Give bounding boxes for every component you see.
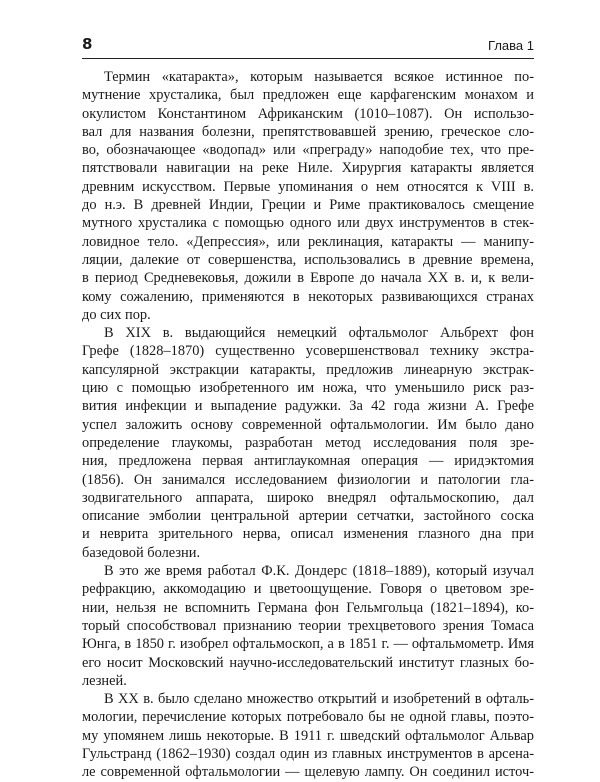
text-line: его носит Московский научно-исследовательский институт глазных бо- — [82, 654, 534, 671]
text-line: ния, предложена первая антиглаукомная операция — иридэктомия — [82, 453, 534, 470]
text-line: (1856). Он занимался исследованием физиологии и патологии гла- — [82, 471, 534, 488]
text-line: Термин «катаракта», которым называется всякое истинное по- — [104, 69, 534, 85]
paragraph — [82, 690, 534, 781]
text-line: до н.э. В древней Индии, Греции и Риме практиковалось смещение — [82, 197, 534, 214]
text-line: вития инфекции и выпадение радужки. За 42 года жизни А. Грефе — [82, 398, 534, 415]
text-line: успел заложить основу современной офтальмологии. Им было дано — [82, 416, 534, 433]
text-line: окулистом Константином Африканским (1010–1087). Он использо- — [82, 105, 534, 122]
text-line: описание эмболии центральной артерии сетчатки, застойного соска — [82, 508, 534, 525]
text-line: до сих пор. — [82, 306, 151, 323]
text-line: лезней. — [82, 672, 127, 689]
chapter-title: Глава 1 — [488, 38, 534, 53]
text-line: В XX в. было сделано множество открытий и изобретений в офталь- — [104, 691, 534, 708]
text-line: древним искусством. Первые упоминания о нем относятся к VIII в. — [82, 178, 534, 195]
paragraph — [82, 562, 534, 690]
text-line: в период Средневековья, дожили в Европе до начала XX в. и, к вели- — [82, 270, 534, 287]
text-line: во, обозначающее «водопад» или «преграду» наподобие тех, что пре- — [82, 142, 534, 159]
text-line: В это же время работал Ф.К. Дондерс (1818–1889), который изучал — [104, 563, 534, 580]
text-line: определение глаукомы, разработан метод исследования поля зре- — [82, 434, 534, 451]
text-line: мологии, перечисление которых потребовало бы не одной главы, поэто- — [82, 709, 534, 726]
text-line: му упомянем лишь некоторые. В 1911 г. шведский офтальмолог Альвар — [82, 727, 534, 744]
text-line: Гульстранд (1862–1930) создал один из главных инструментов в арсена- — [82, 745, 534, 762]
text-line: зодвигательного аппарата, широко внедрял офтальмоскопию, дал — [82, 489, 534, 506]
text-line: капсулярной экстракции катаракты, предложив линеарную экстрак- — [82, 361, 534, 378]
text-line: и неврита зрительного нерва, описал изменения глазного дна при — [82, 526, 534, 543]
text-line: базедовой болезни. — [82, 544, 201, 561]
text-line: Юнга, в 1850 г. изобрел офтальмоскоп, а в 1851 г. — офтальмометр. Имя — [82, 636, 534, 653]
paragraph — [82, 68, 534, 324]
text-line: ляции, далекие от совершенства, использовались в древние времена, — [82, 251, 534, 268]
text-line: мутного хрусталика с помощью одного или двух инструментов в стек- — [82, 215, 534, 232]
text-line: рефракцию, аккомодацию и цветоощущение. Говоря о цветовом зре- — [82, 581, 534, 598]
text-line: мутнение хрусталика, был предложен еще карфагенским монахом и — [82, 87, 534, 104]
paragraph — [82, 324, 534, 562]
text-line: торый способствовал признанию теории трехцветового зрения Томаса — [82, 617, 534, 634]
text-line: ловидное тело. «Депрессия», или реклинация, катаракты — манипу- — [82, 233, 534, 250]
text-line: цию с помощью изобретенного им ножа, что уменьшило риск раз- — [82, 380, 534, 397]
text-line: Грефе (1828–1870) существенно усовершенствовал технику экстра- — [82, 343, 534, 360]
text-line: вал для названия болезни, препятствовавшей зрению, греческое сло- — [82, 123, 534, 140]
text-line: пятствовали навигации на реке Ниле. Хирургия катаракты является — [82, 160, 534, 177]
body-text — [82, 68, 534, 782]
running-header — [82, 35, 534, 59]
text-line: нии, нельзя не вспомнить Германа фон Гельмгольца (1821–1894), ко- — [82, 599, 534, 616]
text-line: В XIX в. выдающийся немецкий офтальмолог Альбрехт фон — [104, 325, 534, 342]
text-line: ле современной офтальмологии — щелевую лампу. Он соединил источ- — [82, 764, 534, 781]
page-number: 8 — [82, 35, 93, 53]
text-line: кому сожалению, применяются в некоторых развивающихся странах — [82, 288, 534, 305]
